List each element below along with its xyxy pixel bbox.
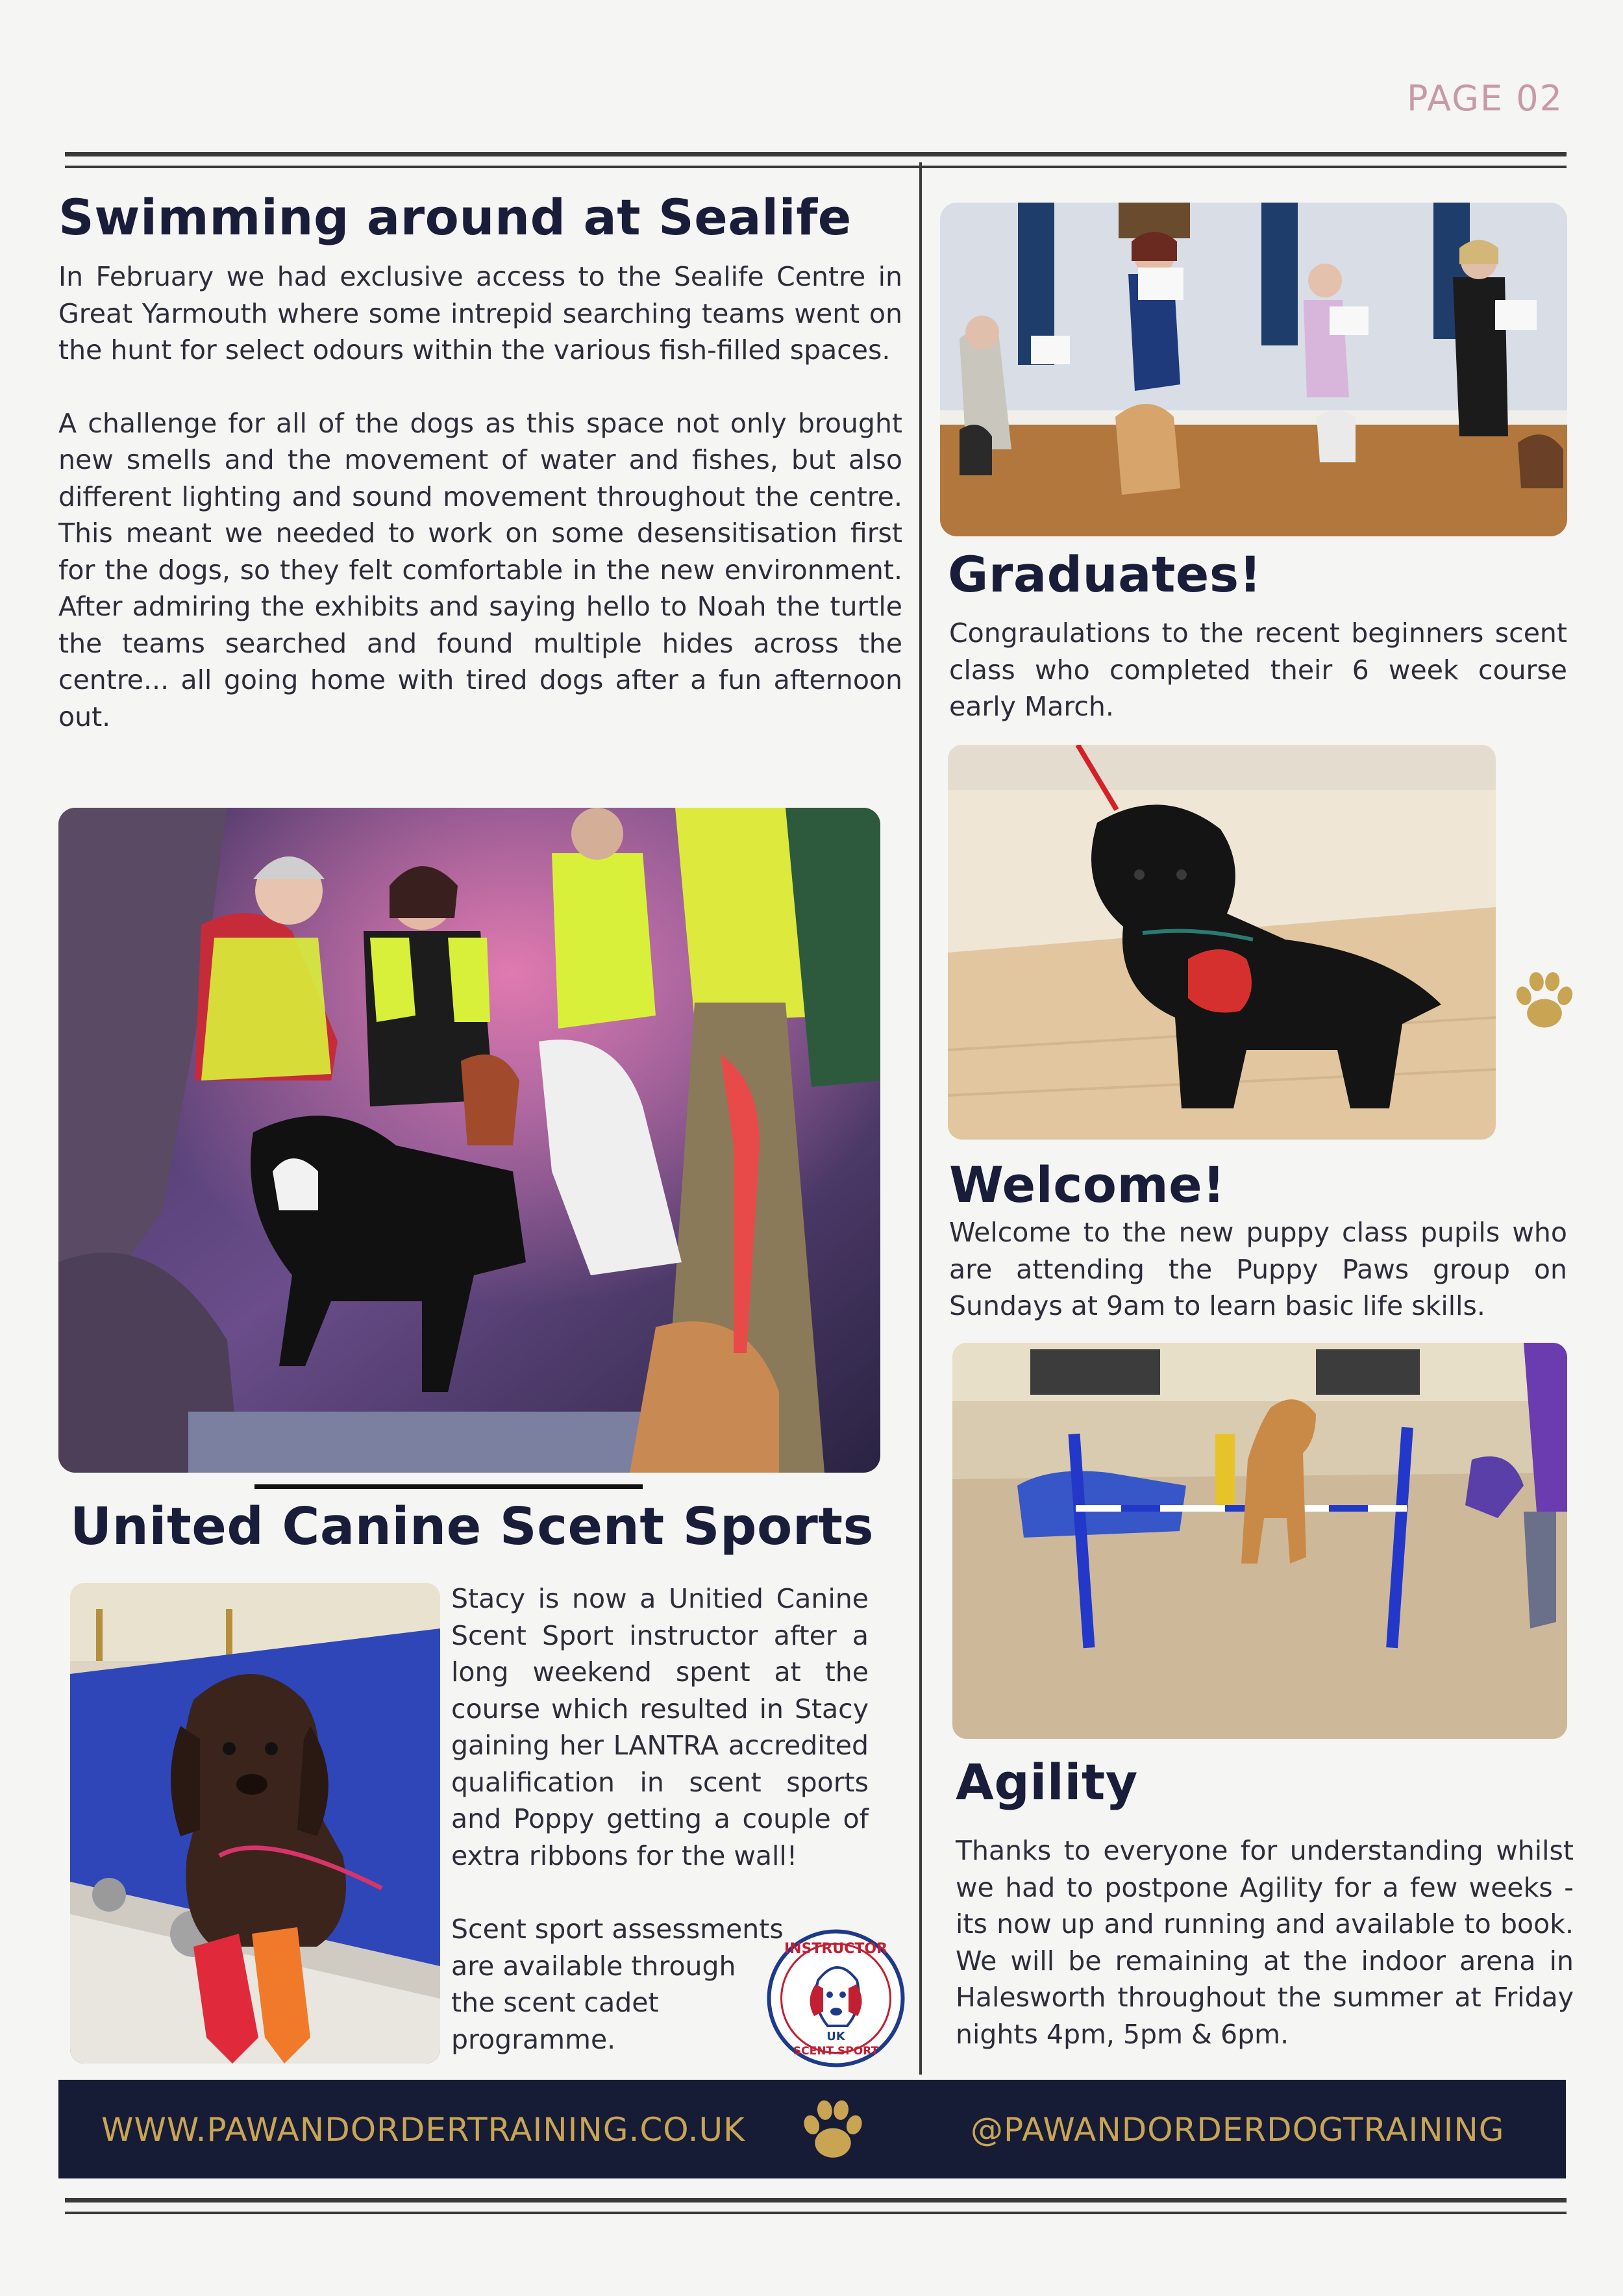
badge-top-text: INSTRUCTOR	[784, 1941, 888, 1957]
graduates-text: Congraulations to the recent beginners scent class who completed their 6 week course early March.	[949, 618, 1567, 722]
sealife-paragraph-2: A challenge for all of the dogs as this space not only brought new smells and the movement of water and fishes, but also different lighting and sound movement throughout the centre. This meant we needed to work on some desensitisation first for the dogs, so they felt comfortable in the new environment. After admiring the exhibits and saying hello to Noah the turtle the teams searched and found multiple hides across the centre... all going home with tired dogs after a fun afternoon out.	[58, 407, 902, 732]
puppy-photo	[948, 745, 1496, 1140]
uccs-text: Stacy is now a Unitied Canine Scent Sport instructor after a long weekend spent at the course which resulted in Stacy gaining her LANTRA accredited qualification in scent sports and Poppy getting a couple of extra ribbons for the wall!	[451, 1583, 869, 1871]
graduates-title: Graduates!	[948, 545, 1262, 603]
agility-text: Thanks to everyone for understanding whilst we had to postpone Agility for a few weeks - its now up and running and available to book. We will be remaining at the indoor arena in Halesworth throughout the summer at Friday nights 4pm, 5pm & 6pm.	[956, 1835, 1574, 2050]
page-number: PAGE 02	[1407, 78, 1563, 119]
uccs-note	[451, 1911, 815, 2058]
instructor-badge-logo	[766, 1928, 906, 2068]
sealife-title: Swimming around at Sealife	[58, 188, 852, 246]
bottom-rule-upper	[65, 2198, 1567, 2202]
sealife-photo	[58, 808, 880, 1473]
sealife-text	[58, 258, 902, 735]
poppy-photo	[70, 1583, 440, 2064]
top-rule-lower	[65, 166, 1567, 168]
footer-website-link[interactable]: WWW.PAWANDORDERTRAINING.CO.UK	[101, 2111, 745, 2149]
sealife-paragraph-1: In February we had exclusive access to the Sealife Centre in Great Yarmouth where some intrepid searching teams went on the hunt for select odours within the various fish-filled spaces.	[58, 261, 902, 366]
top-rule-upper	[65, 152, 1567, 156]
footer-social-handle[interactable]: @PAWANDORDERDOGTRAINING	[971, 2111, 1505, 2149]
bottom-rule-lower	[65, 2212, 1567, 2214]
column-divider	[919, 162, 922, 2075]
graduates-photo	[940, 203, 1567, 536]
badge-bottom-text: SCENT SPORT	[793, 2045, 879, 2058]
footer-bar	[58, 2080, 1566, 2178]
uccs-note-line-3: the scent cadet	[451, 1987, 659, 2018]
agility-photo	[952, 1343, 1567, 1739]
uccs-title: United Canine Scent Sports	[70, 1497, 874, 1556]
badge-mid-text: UK	[826, 2030, 845, 2043]
uccs-note-line-4: programme.	[451, 2023, 616, 2055]
paw-icon	[792, 2089, 874, 2171]
uccs-note-line-2: are available through	[451, 1950, 736, 1982]
paw-icon	[1505, 961, 1584, 1040]
uccs-rule	[254, 1484, 643, 1489]
welcome-text: Welcome to the new puppy class pupils who are attending the Puppy Paws group on Sundays at 9am to learn basic life skills.	[949, 1217, 1567, 1321]
uccs-note-line-1: Scent sport assessments	[451, 1914, 784, 1945]
welcome-title: Welcome!	[949, 1156, 1226, 1214]
agility-title: Agility	[956, 1753, 1138, 1811]
